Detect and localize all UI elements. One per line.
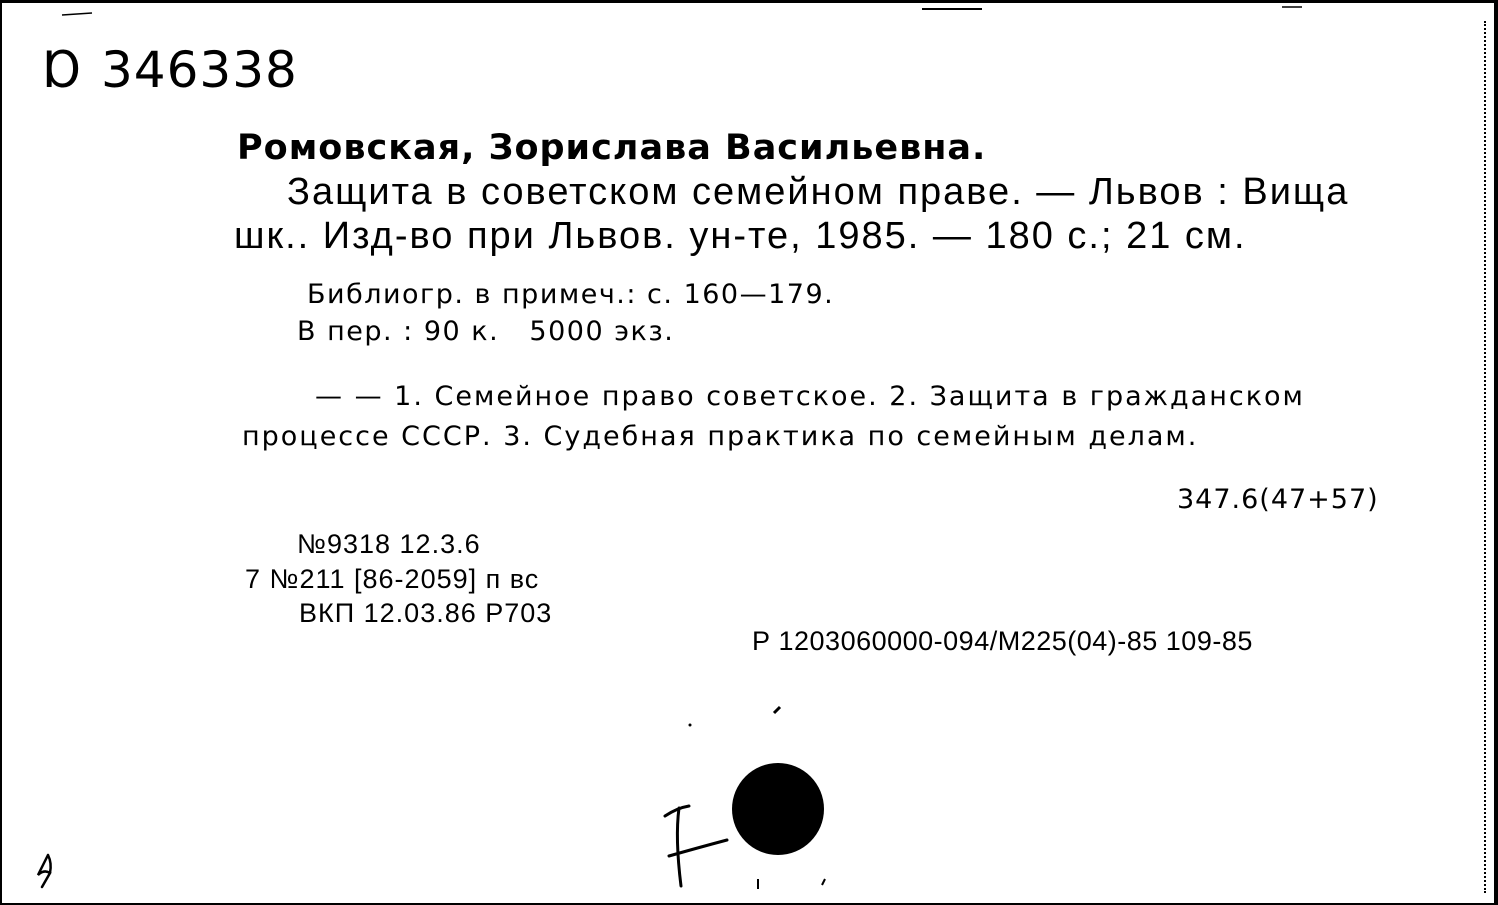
- handwritten-mark-icon: [30, 851, 60, 891]
- title-line-2: шк.. Изд-во при Львов. ун-те, 1985. — 180 с.; 21 см.: [234, 215, 1247, 257]
- top-border-ink-marks-icon: [2, 3, 1498, 23]
- registry-line-3: ВКП 12.03.86 Р703: [299, 598, 553, 628]
- bibliography-note: Библиогр. в примеч.: с. 160—179.: [307, 279, 835, 310]
- price-line: В пер. : 90 к. 5000 экз.: [297, 316, 675, 347]
- registry-line-2: 7 №211 [86-2059] п вс: [245, 564, 540, 594]
- subjects-line-1: — — 1. Семейное право советское. 2. Защита в гражданском: [315, 381, 1305, 412]
- stray-ink-dots-icon: [682, 703, 842, 893]
- subjects-line-2: процессе СССР. 3. Судебная практика по семейным делам.: [242, 421, 1199, 452]
- author-heading: Ромовская, Зорислава Васильевна.: [237, 128, 987, 168]
- index-code: Р 1203060000-094/М225(04)-85 109-85: [752, 626, 1253, 656]
- udc-code: 347.6(47+57): [1177, 484, 1379, 515]
- title-line-1: Защита в советском семейном праве. — Львов : Вища: [287, 171, 1350, 213]
- shelfmark: Ɒ 346338: [44, 41, 298, 99]
- registry-line-1: №9318 12.3.6: [297, 529, 481, 559]
